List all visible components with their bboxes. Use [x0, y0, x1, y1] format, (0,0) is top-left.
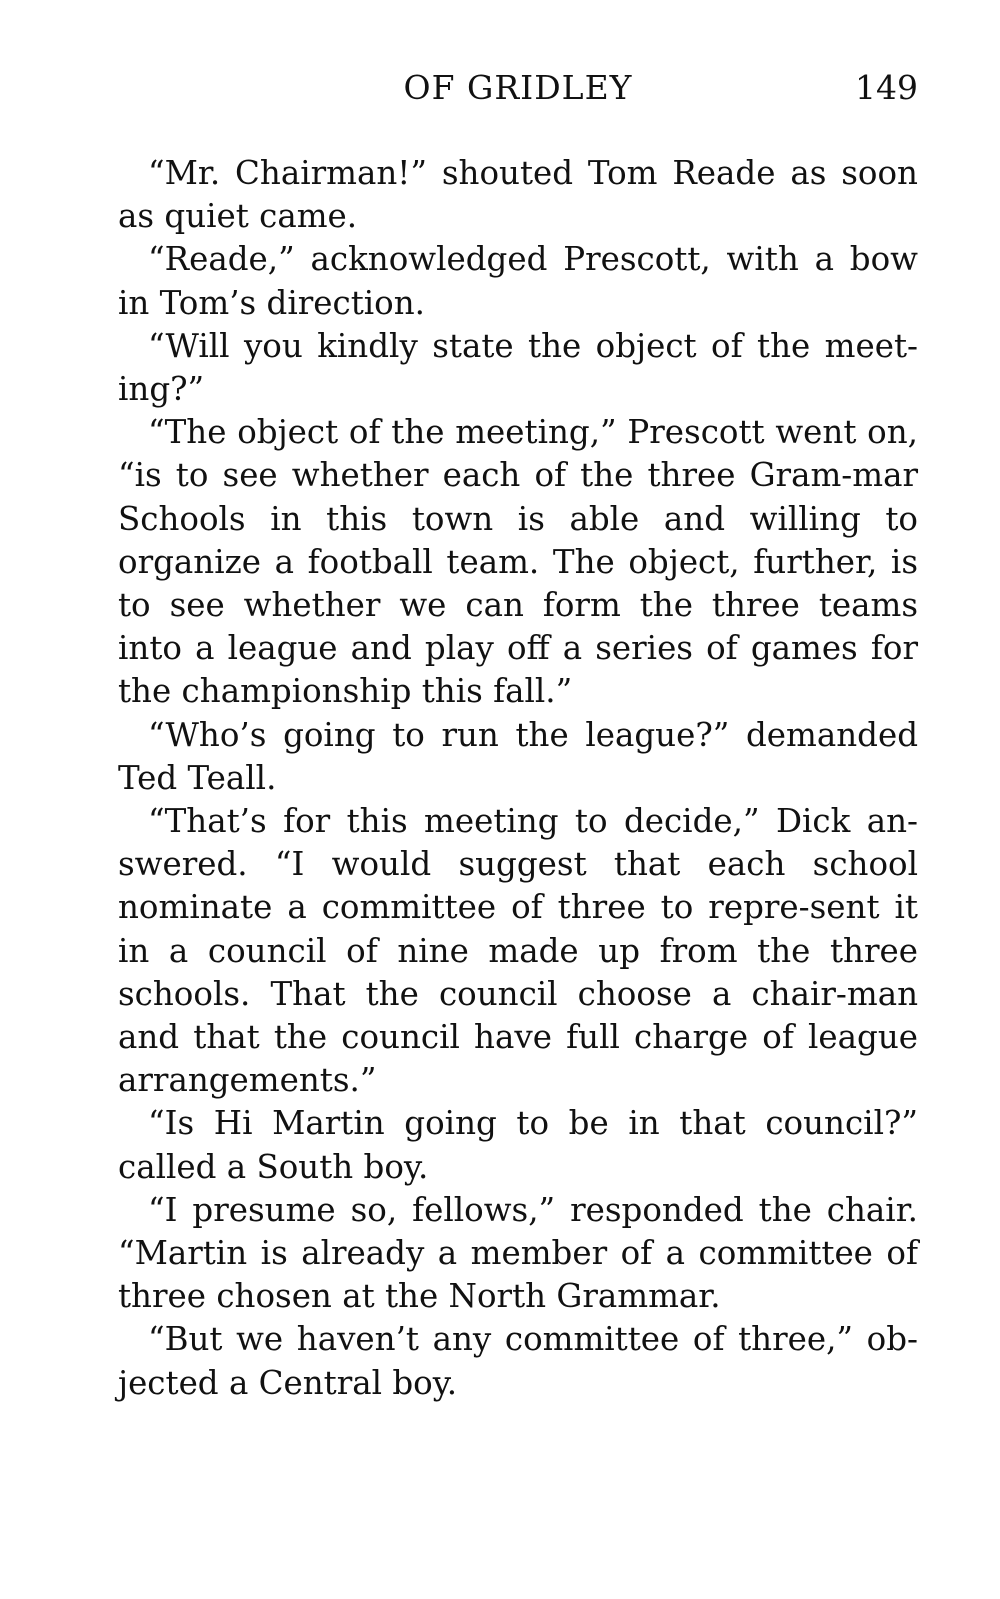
page-number: 149	[855, 68, 918, 107]
paragraph: “That’s for this meeting to decide,” Dick an-swered. “I would suggest that each school nominate a committee of three to repre-sent it in a council of nine made up from the three schools. That the council choose a chair-man and that the council have full charge of league arrangements.”	[118, 802, 918, 1100]
paragraph: “Who’s going to run the league?” demanded Ted Teall.	[118, 715, 918, 797]
page-header	[118, 66, 918, 116]
paragraph: “Reade,” acknowledged Prescott, with a bow in Tom’s direction.	[118, 240, 918, 322]
paragraph: “Will you kindly state the object of the meet-ing?”	[118, 326, 918, 409]
paragraph: “But we haven’t any committee of three,” ob-jected a Central boy.	[118, 1320, 918, 1402]
paragraph: “The object of the meeting,” Prescott went on, “is to see whether each of the three Gram-mar Schools in this town is able and willing to organize a football team. The object, further, is to see whether we can form the three teams into a league and play off a series of games for the championship this fall.”	[118, 413, 918, 711]
body-text	[118, 152, 918, 1405]
paragraph: “I presume so, fellows,” responded the chair. “Martin is already a member of a committee of three chosen at the North Grammar.	[118, 1190, 918, 1316]
paragraph: “Mr. Chairman!” shouted Tom Reade as soon as quiet came.	[118, 154, 918, 236]
running-head: OF GRIDLEY	[403, 68, 633, 107]
paragraph: “Is Hi Martin going to be in that council?” called a South boy.	[118, 1104, 918, 1186]
